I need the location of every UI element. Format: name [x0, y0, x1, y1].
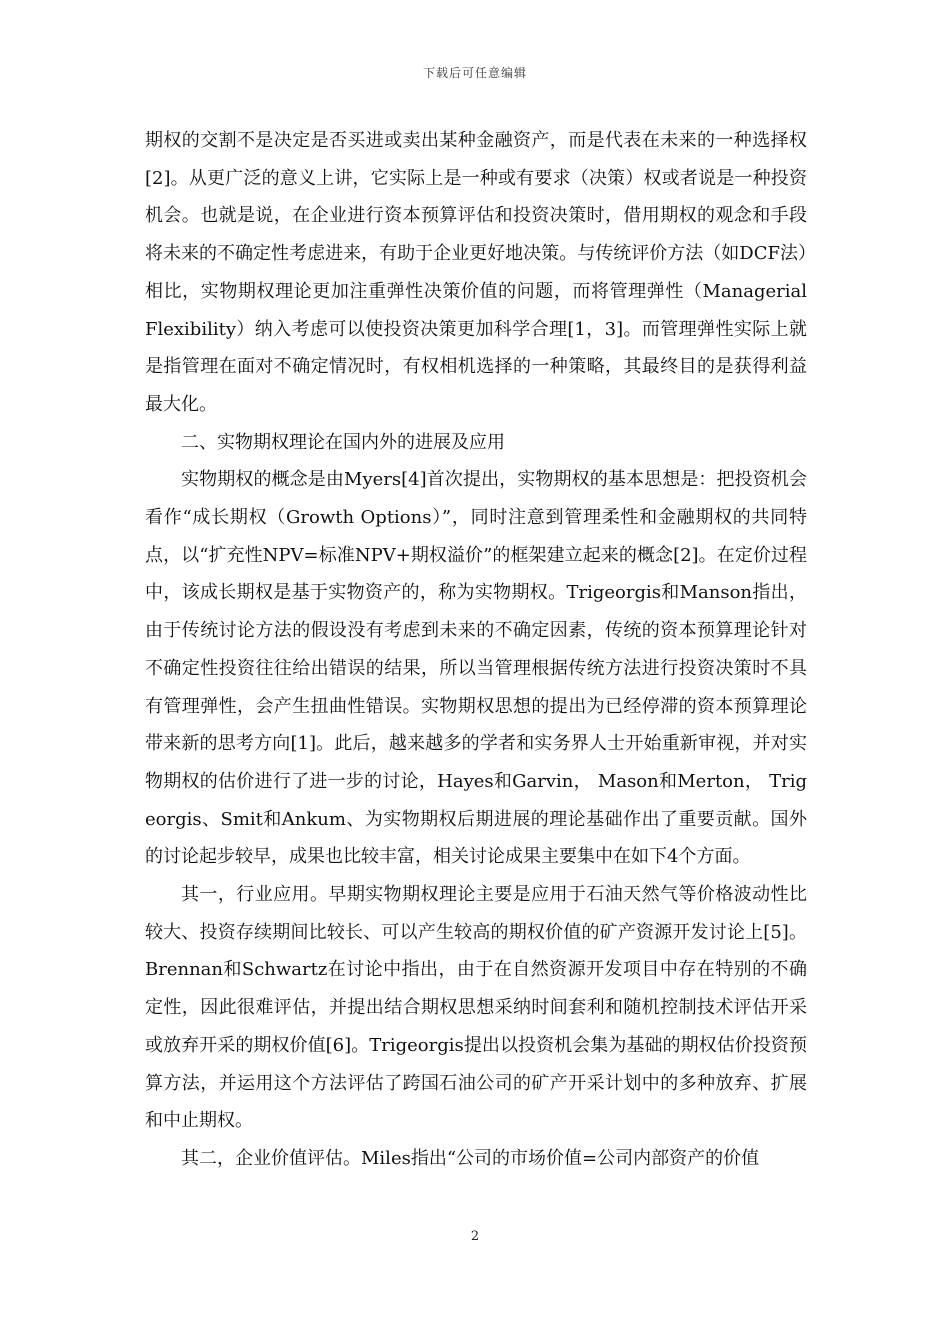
- paragraph-options-definition: 期权的交割不是决定是否买进或卖出某种金融资产，而是代表在未来的一种选择权[2]。从更广泛的意义上讲，它实际上是一种或有要求（决策）权或者说是一种投资机会。也就是说，在企业进行资本预算评估和投资决策时，借用期权的观念和手段将未来的不确定性考虑进来，有助于企业更好地决策。与传统评价方法（如DCF法）相比，实物期权理论更加注重弹性决策价值的问题，而将管理弹性（Managerial Flexibility）纳入考虑可以使投资决策更加科学合理[1，3]。而管理弹性实际上就是指管理在面对不确定情况时，有权相机选择的一种策略，其最终目的是获得利益最大化。: [145, 130, 807, 415]
- document-body: [145, 122, 807, 1178]
- section-heading: 二、实物期权理论在国内外的进展及应用: [181, 431, 505, 453]
- paragraph-industry-application: 其一，行业应用。早期实物期权理论主要是应用于石油天然气等价格波动性比较大、投资存续期间比较长、可以产生较高的期权价值的矿产资源开发讨论上[5]。Brennan和Schwartz在讨论中指出，由于在自然资源开发项目中存在特别的不确定性，因此很难评估，并提出结合期权思想采纳时间套利和随机控制技术评估开采或放弃开采的期权价值[6]。Trigeorgis提出以投资机会集为基础的期权估价投资预算方法，并运用这个方法评估了跨国石油公司的矿产开采计划中的多种放弃、扩展和中止期权。: [145, 884, 807, 1132]
- paragraph-real-options-concept: 实物期权的概念是由Myers[4]首次提出，实物期权的基本思想是：把投资机会看作“成长期权（Growth Options）”，同时注意到管理柔性和金融期权的共同特点，以“扩充性NPV=标准NPV+期权溢价”的框架建立起来的概念[2]。在定价过程中，该成长期权是基于实物资产的，称为实物期权。Trigeorgis和Manson指出，由于传统讨论方法的假设没有考虑到未来的不确定因素，传统的资本预算理论针对不确定性投资往往给出错误的结果，所以当管理根据传统方法进行投资决策时不具有管理弹性，会产生扭曲性错误。实物期权思想的提出为已经停滞的资本预算理论带来新的思考方向[1]。此后，越来越多的学者和实务界人士开始重新审视，并对实物期权的估价进行了进一步的讨论，Hayes和Garvin， Mason和Merton， Trigeorgis、Smit和Ankum、为实物期权后期进展的理论基础作出了重要贡献。国外的讨论起步较早，成果也比较丰富，相关讨论成果主要集中在如下4个方面。: [145, 469, 807, 868]
- page-number: 2: [470, 1229, 480, 1244]
- page-header: 下载后可任意编辑: [422, 66, 527, 80]
- paragraph-enterprise-valuation: 其二，企业价值评估。Miles指出“公司的市场价值=公司内部资产的价值: [181, 1147, 760, 1169]
